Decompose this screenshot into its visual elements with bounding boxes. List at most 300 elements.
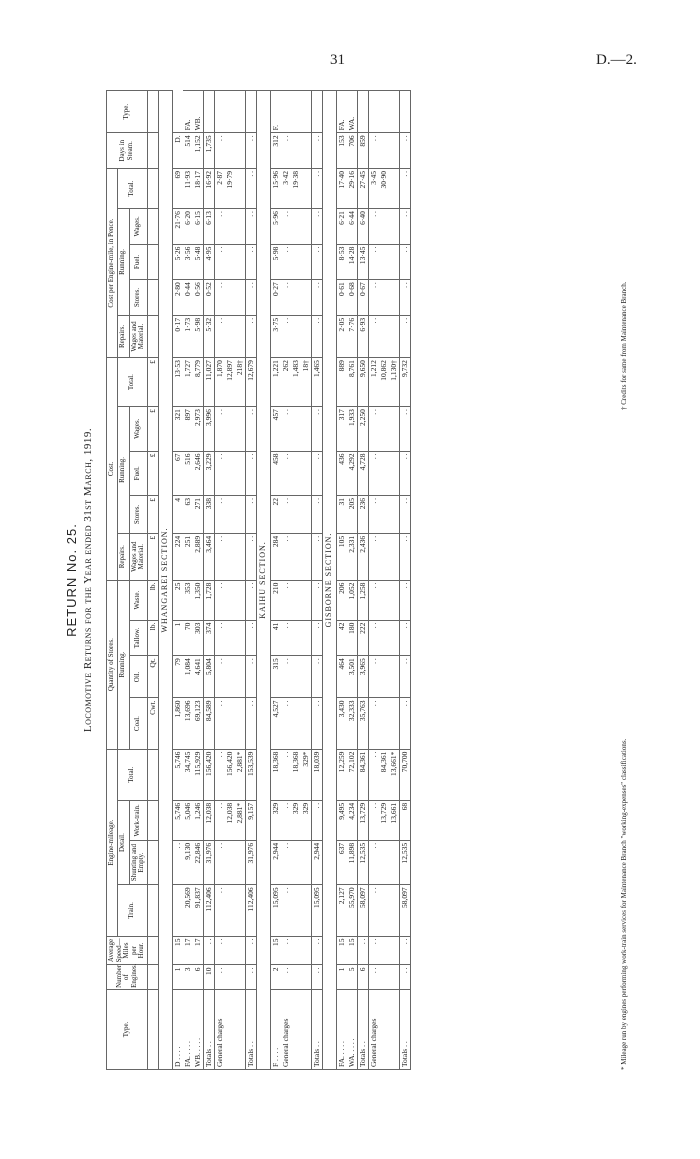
table-cell: . .: [281, 533, 291, 580]
table-cell: [379, 885, 389, 936]
table-cell: . .: [281, 698, 291, 749]
table-cell: [389, 656, 400, 698]
table-cell: 180: [347, 620, 358, 656]
table-cell: [291, 936, 301, 965]
table-cell: 15·96: [270, 169, 281, 209]
table-cell: 1,246: [193, 800, 204, 840]
table-cell: . .: [245, 244, 256, 280]
table-cell: [225, 698, 235, 749]
table-row: [214, 91, 225, 1070]
return-title: RETURN No. 25.: [64, 523, 79, 637]
table-cell: . .: [281, 885, 291, 936]
table-cell: [225, 451, 235, 495]
table-cell: . .: [311, 209, 322, 245]
table-cell: . .: [368, 244, 379, 280]
table-row: [183, 91, 193, 1070]
document-reference: D.—2.: [596, 52, 637, 68]
table-cell: [301, 133, 312, 169]
table-row: [389, 91, 400, 1070]
table-cell: [203, 91, 214, 133]
table-cell: 3·42: [281, 169, 291, 209]
table-cell: 153,539: [245, 749, 256, 800]
table-cell: [389, 885, 400, 936]
table-cell: 329: [301, 800, 312, 840]
rotated-table-area: [60, 80, 650, 1080]
table-cell: [291, 620, 301, 656]
table-cell: 20,569: [183, 885, 193, 936]
table-cell: . .: [281, 451, 291, 495]
section-header-row: [322, 91, 336, 1070]
unit-pound: £: [147, 407, 158, 451]
table-cell: 8,761: [347, 358, 358, 407]
table-cell: . .: [311, 620, 322, 656]
table-cell: . .: [245, 451, 256, 495]
table-cell: . .: [399, 244, 410, 280]
table-cell: 13,696: [183, 698, 193, 749]
table-cell: [389, 620, 400, 656]
table-cell: 2,250: [357, 407, 368, 451]
table-cell: F . . . .: [270, 989, 281, 1069]
cost-wages-material-header: Wages and Material.: [129, 533, 147, 580]
table-cell: 0·56: [193, 280, 204, 316]
tallow-header: Tallow.: [129, 620, 147, 656]
table-cell: [291, 885, 301, 936]
table-cell: . .: [368, 533, 379, 580]
table-cell: 17: [183, 936, 193, 965]
table-cell: . .: [357, 936, 368, 965]
table-cell: [389, 580, 400, 620]
table-cell: [379, 936, 389, 965]
table-cell: 14·28: [347, 244, 358, 280]
table-cell: . .: [214, 965, 225, 989]
table-cell: 0·67: [357, 280, 368, 316]
table-cell: [379, 209, 389, 245]
table-cell: WB.: [193, 91, 204, 133]
table-cell: 84,589: [203, 698, 214, 749]
table-cell: 8·53: [336, 244, 347, 280]
table-cell: . .: [281, 280, 291, 316]
table-cell: [225, 315, 235, 357]
table-cell: . .: [399, 496, 410, 534]
table-cell: 303: [193, 620, 204, 656]
table-cell: 105: [336, 533, 347, 580]
table-cell: . .: [245, 698, 256, 749]
table-cell: [379, 315, 389, 357]
table-cell: 9,130: [183, 840, 193, 884]
table-cell: . .: [214, 407, 225, 451]
table-cell: 1,221: [270, 358, 281, 407]
table-cell: 12,038: [225, 800, 235, 840]
table-cell: . .: [368, 656, 379, 698]
table-cell: 84,361: [357, 749, 368, 800]
table-cell: 2,436: [357, 533, 368, 580]
table-cell: 2,944: [270, 840, 281, 884]
table-cell: [379, 280, 389, 316]
oil-header: Oil.: [129, 656, 147, 698]
table-cell: [245, 91, 256, 133]
table-cell: 1,735: [203, 133, 214, 169]
table-cell: [389, 133, 400, 169]
table-cell: . .: [311, 280, 322, 316]
section-title: KAIHU SECTION.: [256, 91, 270, 1070]
table-cell: . .: [214, 451, 225, 495]
table-cell: [291, 244, 301, 280]
table-cell: 222: [357, 620, 368, 656]
table-cell: 58,097: [399, 885, 410, 936]
table-cell: [225, 133, 235, 169]
table-row: [270, 91, 281, 1070]
table-cell: [235, 496, 246, 534]
table-cell: 6·40: [357, 209, 368, 245]
table-cell: . .: [311, 656, 322, 698]
table-cell: 19·38: [291, 169, 301, 209]
table-cell: 706: [347, 133, 358, 169]
table-cell: 18†: [301, 358, 312, 407]
table-cell: . .: [311, 800, 322, 840]
table-cell: 2,331: [347, 533, 358, 580]
table-cell: 32,333: [347, 698, 358, 749]
table-cell: [389, 936, 400, 965]
footnote-dagger: † Credits for same from Maintenance Branch.: [620, 281, 628, 410]
table-cell: 112,406: [203, 885, 214, 936]
table-cell: 41: [270, 620, 281, 656]
table-cell: 251: [183, 533, 193, 580]
table-cell: 34,745: [183, 749, 193, 800]
table-cell: 436: [336, 451, 347, 495]
table-cell: [225, 989, 235, 1069]
table-cell: 1,130†: [389, 358, 400, 407]
table-cell: 4·95: [203, 244, 214, 280]
table-cell: General charges: [214, 989, 225, 1069]
table-cell: [379, 989, 389, 1069]
table-cell: 15: [172, 936, 183, 965]
cost-repairs-header: Repairs.: [117, 533, 129, 580]
table-cell: [379, 244, 389, 280]
table-cell: [389, 698, 400, 749]
table-cell: [291, 698, 301, 749]
table-cell: 15: [347, 936, 358, 965]
table-cell: . .: [214, 496, 225, 534]
cpm-repairs-header: Repairs.: [117, 315, 129, 357]
table-cell: 156,420: [203, 749, 214, 800]
table-cell: [389, 280, 400, 316]
table-cell: [225, 280, 235, 316]
table-cell: [301, 885, 312, 936]
table-cell: . .: [214, 885, 225, 936]
table-cell: . .: [399, 133, 410, 169]
totals-row: [311, 91, 322, 1070]
table-cell: [235, 885, 246, 936]
table-cell: . .: [368, 698, 379, 749]
table-cell: 329*: [301, 749, 312, 800]
table-cell: D . . . .: [172, 989, 183, 1069]
table-cell: 3·45: [368, 169, 379, 209]
table-cell: 10,862: [379, 358, 389, 407]
section-title: GISBORNE SECTION.: [322, 91, 336, 1070]
table-cell: 3,430: [336, 698, 347, 749]
table-cell: 3·75: [270, 315, 281, 357]
table-cell: 4,292: [347, 451, 358, 495]
table-cell: 12,897: [225, 358, 235, 407]
table-cell: . .: [214, 800, 225, 840]
table-cell: 2,881*: [235, 800, 246, 840]
table-cell: [301, 91, 312, 133]
table-cell: . .: [368, 280, 379, 316]
table-cell: [235, 407, 246, 451]
table-cell: . .: [368, 580, 379, 620]
table-cell: 69,123: [193, 698, 204, 749]
table-cell: 17: [193, 936, 204, 965]
table-cell: [235, 620, 246, 656]
table-cell: 68: [399, 800, 410, 840]
table-cell: 12,679: [245, 358, 256, 407]
table-cell: 67: [172, 451, 183, 495]
table-cell: 338: [203, 496, 214, 534]
table-cell: . .: [214, 533, 225, 580]
table-row: [172, 91, 183, 1070]
table-row: [291, 91, 301, 1070]
table-cell: 3,501: [347, 656, 358, 698]
table-cell: 0·68: [347, 280, 358, 316]
table-cell: 224: [172, 533, 183, 580]
num-engines-header: Number of Engines.: [107, 965, 148, 989]
cost-wages-header: Wages.: [129, 407, 147, 451]
table-cell: 12,259: [336, 749, 347, 800]
table-cell: 21·76: [172, 209, 183, 245]
table-cell: [389, 840, 400, 884]
table-cell: 5·98: [193, 315, 204, 357]
unit-pound: £: [147, 533, 158, 580]
table-cell: 55,970: [347, 885, 358, 936]
table-cell: 3,464: [203, 533, 214, 580]
table-cell: [301, 580, 312, 620]
table-cell: [235, 656, 246, 698]
table-cell: 5: [347, 965, 358, 989]
table-cell: . .: [245, 169, 256, 209]
table-cell: . .: [399, 580, 410, 620]
table-cell: 1: [336, 965, 347, 989]
table-cell: . .: [368, 315, 379, 357]
page-number: 31: [330, 52, 345, 68]
table-cell: . .: [214, 244, 225, 280]
table-cell: 5,746: [172, 800, 183, 840]
table-cell: . .: [368, 407, 379, 451]
table-cell: . .: [203, 936, 214, 965]
table-cell: WA.: [347, 91, 358, 133]
table-cell: . .: [214, 580, 225, 620]
table-cell: [379, 533, 389, 580]
table-cell: [225, 620, 235, 656]
table-cell: 9,650: [357, 358, 368, 407]
unit-pound: £: [147, 451, 158, 495]
table-cell: [225, 840, 235, 884]
table-cell: . .: [368, 749, 379, 800]
table-cell: [379, 698, 389, 749]
engine-mileage-header: Engine-mileage.: [107, 749, 118, 936]
table-cell: [225, 580, 235, 620]
table-cell: 4,641: [193, 656, 204, 698]
table-cell: [225, 91, 235, 133]
table-cell: 1,860: [172, 698, 183, 749]
table-row: [368, 91, 379, 1070]
table-cell: 0·44: [183, 280, 193, 316]
section-title: WHANGAREI SECTION.: [158, 91, 172, 1070]
table-row: [235, 91, 246, 1070]
unit-tallow: lb.: [147, 620, 158, 656]
table-cell: 897: [183, 407, 193, 451]
table-cell: [389, 496, 400, 534]
table-cell: [389, 965, 400, 989]
table-cell: . .: [281, 936, 291, 965]
table-cell: . .: [214, 620, 225, 656]
table-cell: [291, 656, 301, 698]
table-cell: 5,804: [203, 656, 214, 698]
unit-waste: lb.: [147, 580, 158, 620]
table-cell: [379, 656, 389, 698]
table-cell: 1,212: [368, 358, 379, 407]
table-cell: 284: [270, 533, 281, 580]
table-cell: 2·80: [172, 280, 183, 316]
locomotive-returns-table: [106, 90, 411, 1070]
table-cell: WA. . . . .: [347, 989, 358, 1069]
table-cell: 15: [336, 936, 347, 965]
table-cell: 2,973: [193, 407, 204, 451]
table-cell: 13,661*: [389, 749, 400, 800]
totals-row: [203, 91, 214, 1070]
table-cell: . .: [399, 407, 410, 451]
table-cell: 2: [270, 965, 281, 989]
table-cell: [225, 496, 235, 534]
table-cell: 2·87: [214, 169, 225, 209]
table-cell: 514: [183, 133, 193, 169]
table-cell: 31: [336, 496, 347, 534]
table-cell: [379, 840, 389, 884]
table-cell: [235, 533, 246, 580]
table-row: [301, 91, 312, 1070]
return-subtitle: Locomotive Returns for the Year ended 31st March, 1919.: [82, 427, 94, 733]
table-cell: [301, 315, 312, 357]
table-cell: 16·92: [203, 169, 214, 209]
table-cell: . .: [245, 133, 256, 169]
table-cell: 374: [203, 620, 214, 656]
table-cell: 15,095: [311, 885, 322, 936]
type-right-header: Type.: [107, 91, 148, 133]
cpm-wages-material-header: Wages and Material.: [129, 315, 147, 357]
table-cell: 0·27: [270, 280, 281, 316]
table-cell: 9,495: [336, 800, 347, 840]
table-cell: 3·56: [183, 244, 193, 280]
table-body: [158, 91, 410, 1070]
table-cell: [379, 451, 389, 495]
table-cell: 10: [203, 965, 214, 989]
table-cell: Totals . .: [357, 989, 368, 1069]
table-cell: [301, 244, 312, 280]
table-cell: 30·90: [379, 169, 389, 209]
table-cell: 22: [270, 496, 281, 534]
table-cell: . .: [281, 209, 291, 245]
table-cell: 27·45: [357, 169, 368, 209]
cost-running-header: Running.: [117, 407, 129, 534]
table-cell: [291, 209, 301, 245]
table-cell: . .: [214, 656, 225, 698]
table-cell: . .: [214, 315, 225, 357]
table-cell: [301, 169, 312, 209]
table-cell: 11,027: [203, 358, 214, 407]
table-cell: . .: [311, 936, 322, 965]
table-cell: [235, 936, 246, 965]
table-cell: 63: [183, 496, 193, 534]
table-cell: 5·48: [193, 244, 204, 280]
table-cell: 12,038: [203, 800, 214, 840]
table-cell: [235, 244, 246, 280]
totals-row: [357, 91, 368, 1070]
table-cell: 6·21: [336, 209, 347, 245]
table-cell: 262: [281, 358, 291, 407]
table-cell: [225, 656, 235, 698]
table-cell: 1,258: [357, 580, 368, 620]
table-cell: [291, 280, 301, 316]
table-cell: . .: [281, 244, 291, 280]
table-cell: 2·05: [336, 315, 347, 357]
table-cell: 156,420: [225, 749, 235, 800]
table-cell: [235, 965, 246, 989]
table-cell: 317: [336, 407, 347, 451]
table-cell: [301, 656, 312, 698]
cost-total-header: Total.: [117, 358, 147, 407]
table-cell: . .: [281, 407, 291, 451]
table-cell: [235, 580, 246, 620]
table-cell: 72,102: [347, 749, 358, 800]
table-cell: 5,046: [183, 800, 193, 840]
table-cell: [291, 965, 301, 989]
table-cell: . .: [214, 280, 225, 316]
table-cell: [225, 885, 235, 936]
table-cell: Totals . .: [399, 989, 410, 1069]
table-cell: 2,127: [336, 885, 347, 936]
table-cell: . .: [311, 965, 322, 989]
table-cell: Totals . .: [203, 989, 214, 1069]
table-cell: F.: [270, 91, 281, 133]
table-row: [225, 91, 235, 1070]
table-cell: D.: [172, 133, 183, 169]
table-cell: . .: [399, 698, 410, 749]
table-cell: . .: [368, 885, 379, 936]
unit-oil: Qt.: [147, 656, 158, 698]
cpm-stores-header: Stores.: [129, 280, 147, 316]
table-cell: 5·32: [203, 315, 214, 357]
table-cell: [311, 91, 322, 133]
table-cell: [379, 620, 389, 656]
table-cell: [235, 91, 246, 133]
table-cell: . .: [281, 315, 291, 357]
cost-stores-header: Stores.: [129, 496, 147, 534]
table-cell: 8,779: [193, 358, 204, 407]
table-cell: [225, 407, 235, 451]
table-cell: [291, 496, 301, 534]
table-cell: 112,406: [245, 885, 256, 936]
table-cell: . .: [399, 656, 410, 698]
table-cell: WB. . . . .: [193, 989, 204, 1069]
table-cell: 18,039: [311, 749, 322, 800]
table-cell: [225, 965, 235, 989]
table-cell: 15: [270, 936, 281, 965]
table-cell: 31,976: [203, 840, 214, 884]
table-cell: [301, 496, 312, 534]
cost-fuel-header: Fuel.: [129, 451, 147, 495]
table-cell: [235, 133, 246, 169]
cost-header: Cost.: [107, 358, 118, 580]
table-cell: 457: [270, 407, 281, 451]
